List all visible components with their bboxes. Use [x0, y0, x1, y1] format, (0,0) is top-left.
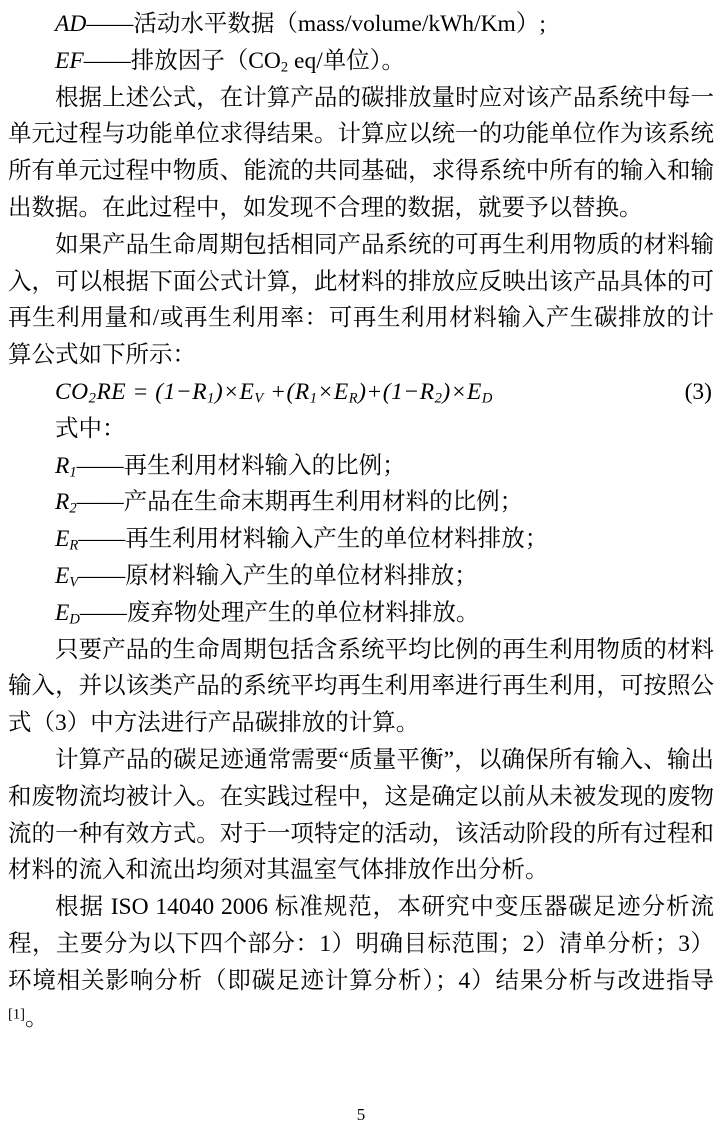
equation-3-number: (3): [684, 378, 712, 405]
page-number: 5: [356, 1105, 366, 1124]
term-desc-ef: ——排放因子（$CO_2$ eq/单位）。: [83, 47, 405, 76]
term-desc-ed: ——废弃物处理产生的单位材料排放。: [79, 599, 480, 626]
term-symbol-er: $E_R$: [55, 526, 79, 554]
term-symbol-ad: AD: [55, 11, 87, 37]
paragraph-recycled-intro: 如果产品生命周期包括相同产品系统的可再生利用物质的材料输入，可以根据下面公式计算，此材料的排放应反映出该产品具体的可再生利用量和/或再生利用率：可再生利用材料输入产生碳排放的计算公式如下所示：: [8, 231, 714, 369]
term-symbol-ev: $E_V$: [55, 562, 79, 591]
definition-line-r2: [8, 484, 714, 521]
paragraph-average-rate: 只要产品的生命周期包括含系统平均比例的再生利用物质的材料输入，并以该类产品的系统平均再生利用率进行再生利用，可按照公式（3）中方法进行产品碳排放的计算。: [8, 636, 714, 737]
term-desc-r1: ——再生利用材料输入的比例；: [76, 452, 406, 479]
term-symbol-ef: EF: [55, 47, 84, 74]
term-symbol-r2: $R_2$: [55, 489, 77, 517]
paragraph-iso-process: 根据 ISO 14040 2006 标准规范，本研究中变压器碳足迹分析流程，主要分为以下四个部分：1）明确目标范围；2）清单分析；3）环境相关影响分析（即碳足迹计算分析）；4）结果分析与改进指导[1]。: [8, 894, 714, 1031]
term-symbol-r1: $R_1$: [55, 452, 77, 481]
term-desc-er: ——再生利用材料输入产生的单位材料排放；: [78, 526, 549, 553]
definition-line-ev: [8, 558, 714, 595]
term-desc-ad: ——活动水平数据（mass/volume/kWh/Km）;: [86, 11, 546, 37]
definition-line-ad: [8, 6, 714, 43]
definition-line-ed: [8, 595, 714, 632]
equation-3: [8, 374, 714, 411]
definition-line-r1: [8, 448, 714, 485]
where-label: 式中：: [55, 415, 126, 442]
equation-3-expression: $CO_2RE = (1-R_1)\times E_V +(R_1\times E_R)+(1-R_2)\times E_D$: [55, 378, 493, 407]
definition-line-ef: [8, 43, 714, 80]
term-desc-r2: ——产品在生命末期再生利用材料的比例；: [76, 489, 524, 516]
term-desc-ev: ——原材料输入产生的单位材料排放；: [78, 562, 478, 589]
term-symbol-ed: $E_D$: [55, 599, 80, 628]
definition-line-er: [8, 521, 714, 558]
paragraph-formula-context: 根据上述公式，在计算产品的碳排放量时应对该产品系统中每一单元过程与功能单位求得结果。计算应以统一的功能单位作为该系统所有单元过程中物质、能流的共同基础，求得系统中所有的输入和输出数据。在此过程中，如发现不合理的数据，就要予以替换。: [8, 84, 714, 221]
paragraph-mass-balance: 计算产品的碳足迹通常需要“质量平衡”，以确保所有输入、输出和废物流均被计入。在实践过程中，这是确定以前从未被发现的废物流的一种有效方式。对于一项特定的活动，该活动阶段的所有过程和材料的流入和流出均须对其温室气体排放作出分析。: [8, 746, 714, 884]
